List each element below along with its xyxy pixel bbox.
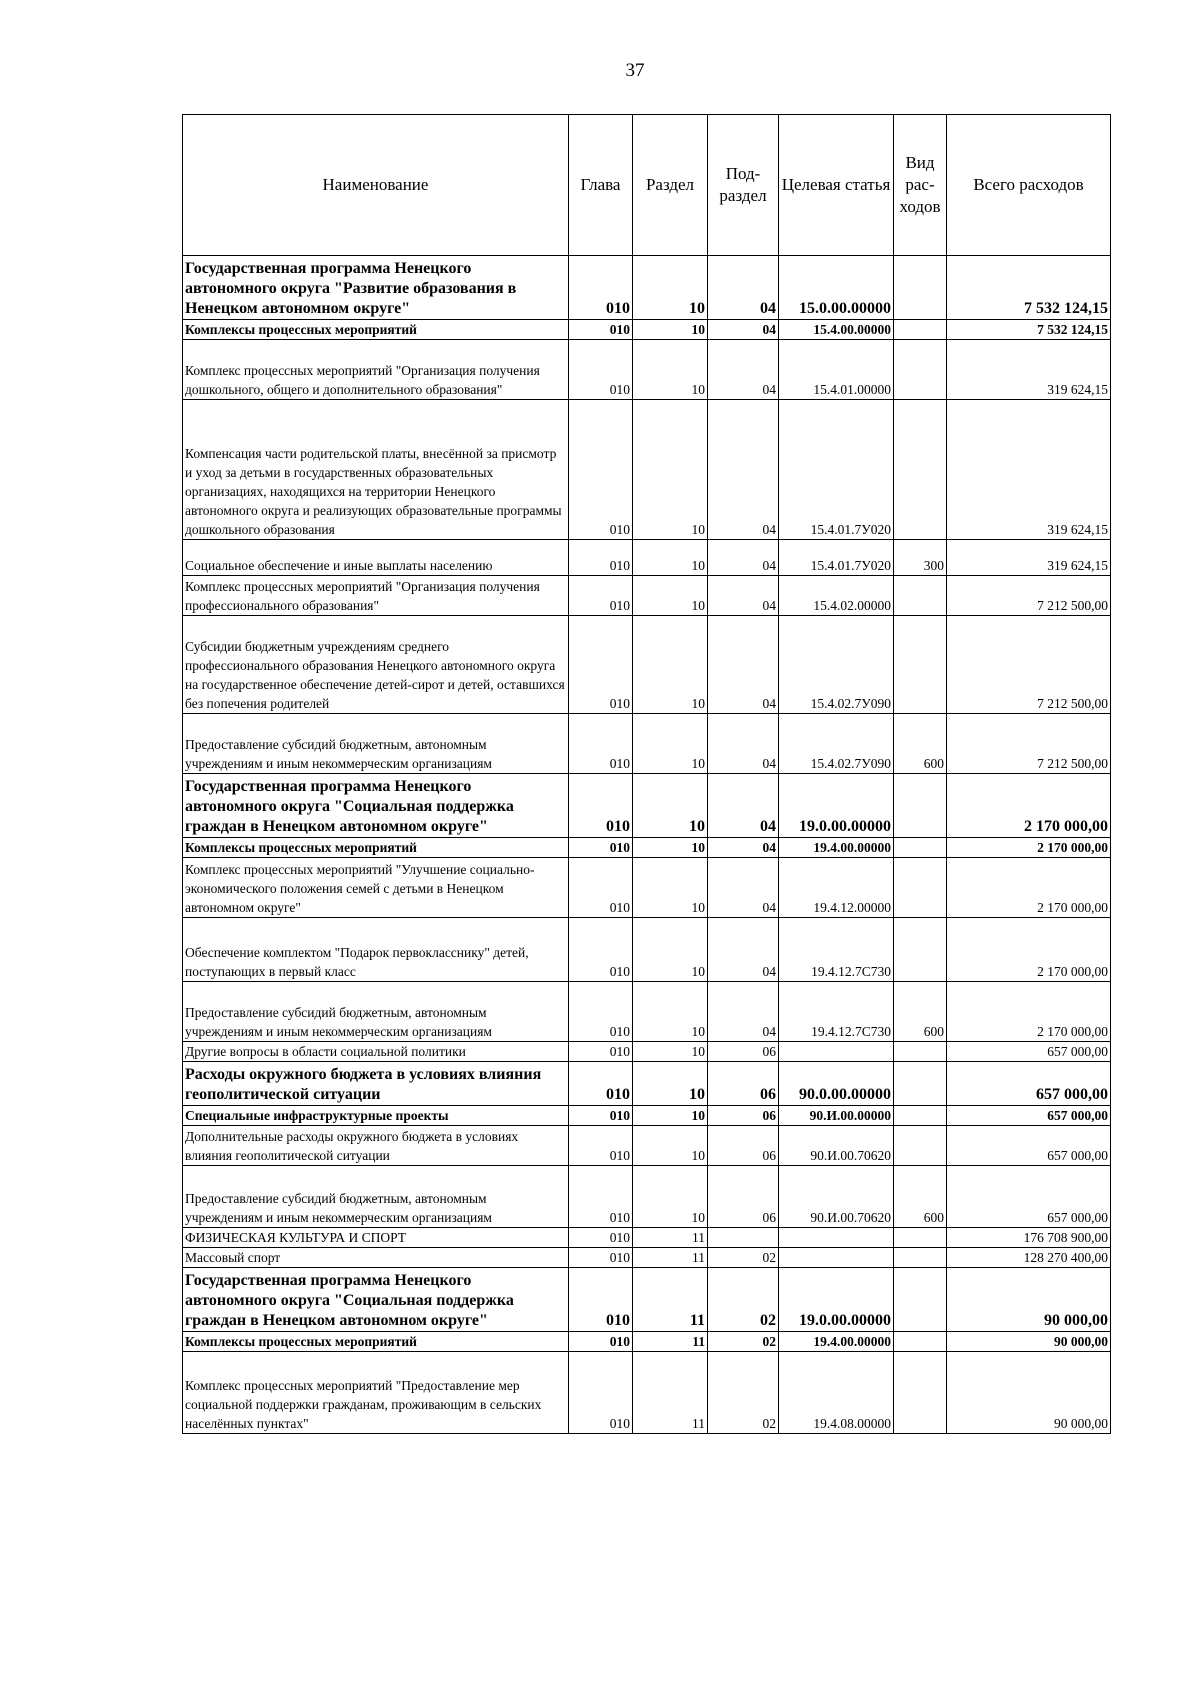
table-row — [183, 1166, 1111, 1228]
table-row — [183, 1126, 1111, 1166]
row-chapter: 010 — [569, 1062, 633, 1106]
row-article: 19.4.12.00000 — [779, 858, 894, 918]
row-section: 10 — [633, 714, 708, 774]
row-subsection: 04 — [708, 576, 779, 616]
row-subsection: 04 — [708, 982, 779, 1042]
row-subsection: 06 — [708, 1106, 779, 1126]
row-section: 10 — [633, 858, 708, 918]
row-expense-type — [894, 1126, 947, 1166]
table-row — [183, 838, 1111, 858]
row-subsection: 04 — [708, 774, 779, 838]
row-expense-type — [894, 918, 947, 982]
row-subsection: 04 — [708, 838, 779, 858]
row-chapter: 010 — [569, 774, 633, 838]
row-section: 11 — [633, 1332, 708, 1352]
row-expense-type: 600 — [894, 714, 947, 774]
row-name: Комплекс процессных мероприятий "Организация получения профессионального образования" — [183, 576, 569, 616]
row-subsection: 02 — [708, 1332, 779, 1352]
row-article: 19.4.12.7С730 — [779, 982, 894, 1042]
row-name: Массовый спорт — [183, 1248, 569, 1268]
row-article: 15.4.01.7У020 — [779, 540, 894, 576]
row-name: Расходы окружного бюджета в условиях влияния геополитической ситуации — [183, 1062, 569, 1106]
row-article: 15.4.01.00000 — [779, 340, 894, 400]
row-chapter: 010 — [569, 1268, 633, 1332]
row-expense-type: 300 — [894, 540, 947, 576]
row-section: 11 — [633, 1268, 708, 1332]
row-total: 7 212 500,00 — [947, 616, 1111, 714]
row-subsection: 06 — [708, 1042, 779, 1062]
header-expense-type: Вид рас-ходов — [894, 115, 947, 256]
row-section: 11 — [633, 1248, 708, 1268]
table-row — [183, 918, 1111, 982]
row-chapter: 010 — [569, 1352, 633, 1434]
row-expense-type — [894, 1106, 947, 1126]
row-subsection: 04 — [708, 320, 779, 340]
row-section: 11 — [633, 1228, 708, 1248]
row-section: 10 — [633, 320, 708, 340]
table-row — [183, 540, 1111, 576]
row-section: 10 — [633, 1042, 708, 1062]
row-total: 2 170 000,00 — [947, 918, 1111, 982]
row-article: 90.И.00.70620 — [779, 1166, 894, 1228]
row-chapter: 010 — [569, 1248, 633, 1268]
row-total: 657 000,00 — [947, 1166, 1111, 1228]
page-number: 37 — [625, 60, 645, 81]
row-article: 19.0.00.00000 — [779, 1268, 894, 1332]
row-section: 10 — [633, 1166, 708, 1228]
table-row — [183, 1042, 1111, 1062]
row-section: 10 — [633, 1106, 708, 1126]
row-chapter: 010 — [569, 714, 633, 774]
row-total: 176 708 900,00 — [947, 1228, 1111, 1248]
header-chapter: Глава — [569, 115, 633, 256]
row-total: 7 212 500,00 — [947, 714, 1111, 774]
row-chapter: 010 — [569, 982, 633, 1042]
table-row — [183, 1106, 1111, 1126]
row-expense-type — [894, 1268, 947, 1332]
table-row — [183, 1248, 1111, 1268]
row-name: Государственная программа Ненецкого автономного округа "Социальная поддержка граждан в Ненецком автономном округе" — [183, 1268, 569, 1332]
row-chapter: 010 — [569, 320, 633, 340]
row-subsection: 04 — [708, 256, 779, 320]
row-name: Государственная программа Ненецкого автономного округа "Социальная поддержка граждан в Ненецком автономном округе" — [183, 774, 569, 838]
row-chapter: 010 — [569, 858, 633, 918]
table-row — [183, 1062, 1111, 1106]
row-total: 2 170 000,00 — [947, 774, 1111, 838]
row-article: 19.4.00.00000 — [779, 838, 894, 858]
table-row — [183, 400, 1111, 540]
row-expense-type: 600 — [894, 982, 947, 1042]
row-subsection: 04 — [708, 858, 779, 918]
row-name: Комплекс процессных мероприятий "Организация получения дошкольного, общего и дополнительного образования" — [183, 340, 569, 400]
row-chapter: 010 — [569, 256, 633, 320]
row-name: Комплексы процессных мероприятий — [183, 320, 569, 340]
row-subsection: 06 — [708, 1062, 779, 1106]
row-article: 15.0.00.00000 — [779, 256, 894, 320]
row-subsection: 04 — [708, 616, 779, 714]
budget-body — [183, 256, 1111, 1434]
row-total: 657 000,00 — [947, 1106, 1111, 1126]
row-chapter: 010 — [569, 1166, 633, 1228]
row-subsection: 06 — [708, 1166, 779, 1228]
row-subsection: 04 — [708, 400, 779, 540]
row-total: 2 170 000,00 — [947, 838, 1111, 858]
row-article: 15.4.02.00000 — [779, 576, 894, 616]
table-row — [183, 576, 1111, 616]
row-expense-type — [894, 1228, 947, 1248]
row-section: 10 — [633, 576, 708, 616]
row-expense-type — [894, 340, 947, 400]
row-chapter: 010 — [569, 540, 633, 576]
row-section: 10 — [633, 256, 708, 320]
row-subsection: 06 — [708, 1126, 779, 1166]
row-article: 90.И.00.70620 — [779, 1126, 894, 1166]
row-expense-type — [894, 320, 947, 340]
header-row — [183, 115, 1111, 256]
row-name: Комплексы процессных мероприятий — [183, 1332, 569, 1352]
row-subsection: 04 — [708, 918, 779, 982]
row-name: Социальное обеспечение и иные выплаты населению — [183, 540, 569, 576]
row-total: 7 532 124,15 — [947, 256, 1111, 320]
row-name: Компенсация части родительской платы, внесённой за присмотр и уход за детьми в государственных образовательных организациях, находящихся на территории Ненецкого автономного округа и реализующих образовательные программы дошкольного образования — [183, 400, 569, 540]
row-chapter: 010 — [569, 1332, 633, 1352]
row-chapter: 010 — [569, 1106, 633, 1126]
row-total: 2 170 000,00 — [947, 858, 1111, 918]
table-row — [183, 256, 1111, 320]
row-section: 11 — [633, 1352, 708, 1434]
row-total: 657 000,00 — [947, 1126, 1111, 1166]
row-total: 90 000,00 — [947, 1332, 1111, 1352]
row-total: 319 624,15 — [947, 340, 1111, 400]
row-section: 10 — [633, 340, 708, 400]
row-name: Дополнительные расходы окружного бюджета в условиях влияния геополитической ситуации — [183, 1126, 569, 1166]
table-row — [183, 1352, 1111, 1434]
row-name: Комплекс процессных мероприятий "Улучшение социально-экономического положения семей с детьми в Ненецком автономном округе" — [183, 858, 569, 918]
row-section: 10 — [633, 1062, 708, 1106]
row-expense-type: 600 — [894, 1166, 947, 1228]
row-chapter: 010 — [569, 1228, 633, 1248]
table-row — [183, 858, 1111, 918]
row-section: 10 — [633, 982, 708, 1042]
row-article: 90.0.00.00000 — [779, 1062, 894, 1106]
table-row — [183, 982, 1111, 1042]
table-row — [183, 1268, 1111, 1332]
header-name: Наименование — [183, 115, 569, 256]
row-article: 15.4.01.7У020 — [779, 400, 894, 540]
row-subsection: 04 — [708, 340, 779, 400]
row-total: 90 000,00 — [947, 1268, 1111, 1332]
row-expense-type — [894, 1042, 947, 1062]
row-subsection: 02 — [708, 1352, 779, 1434]
row-total: 319 624,15 — [947, 400, 1111, 540]
header-subsection: Под-раздел — [708, 115, 779, 256]
row-expense-type — [894, 616, 947, 714]
row-total: 657 000,00 — [947, 1062, 1111, 1106]
row-expense-type — [894, 1062, 947, 1106]
row-chapter: 010 — [569, 616, 633, 714]
row-total: 319 624,15 — [947, 540, 1111, 576]
row-total: 7 532 124,15 — [947, 320, 1111, 340]
row-expense-type — [894, 1332, 947, 1352]
row-chapter: 010 — [569, 918, 633, 982]
row-subsection — [708, 1228, 779, 1248]
row-name: Предоставление субсидий бюджетным, автономным учреждениям и иным некоммерческим организациям — [183, 982, 569, 1042]
row-name: Специальные инфраструктурные проекты — [183, 1106, 569, 1126]
table-row — [183, 340, 1111, 400]
row-total: 7 212 500,00 — [947, 576, 1111, 616]
row-name: Обеспечение комплектом "Подарок первокласснику" детей, поступающих в первый класс — [183, 918, 569, 982]
row-total: 90 000,00 — [947, 1352, 1111, 1434]
row-name: Предоставление субсидий бюджетным, автономным учреждениям и иным некоммерческим организациям — [183, 1166, 569, 1228]
row-expense-type — [894, 400, 947, 540]
row-article: 19.4.08.00000 — [779, 1352, 894, 1434]
row-section: 10 — [633, 400, 708, 540]
row-expense-type — [894, 1352, 947, 1434]
header-total: Всего расходов — [947, 115, 1111, 256]
row-article: 90.И.00.00000 — [779, 1106, 894, 1126]
row-expense-type — [894, 256, 947, 320]
row-article: 15.4.02.7У090 — [779, 714, 894, 774]
row-expense-type — [894, 838, 947, 858]
row-name: Субсидии бюджетным учреждениям среднего профессионального образования Ненецкого автономного округа на государственное обеспечение детей-сирот и детей, оставшихся без попечения родителей — [183, 616, 569, 714]
row-total: 657 000,00 — [947, 1042, 1111, 1062]
row-expense-type — [894, 858, 947, 918]
row-subsection: 04 — [708, 540, 779, 576]
row-article: 15.4.02.7У090 — [779, 616, 894, 714]
table-row — [183, 774, 1111, 838]
row-name: ФИЗИЧЕСКАЯ КУЛЬТУРА И СПОРТ — [183, 1228, 569, 1248]
row-name: Комплекс процессных мероприятий "Предоставление мер социальной поддержки гражданам, проживающим в сельских населённых пунктах" — [183, 1352, 569, 1434]
table-row — [183, 1332, 1111, 1352]
row-article: 19.4.00.00000 — [779, 1332, 894, 1352]
row-section: 10 — [633, 616, 708, 714]
row-section: 10 — [633, 838, 708, 858]
row-article — [779, 1042, 894, 1062]
row-section: 10 — [633, 918, 708, 982]
row-article — [779, 1248, 894, 1268]
row-name: Другие вопросы в области социальной политики — [183, 1042, 569, 1062]
row-name: Предоставление субсидий бюджетным, автономным учреждениям и иным некоммерческим организациям — [183, 714, 569, 774]
row-name: Комплексы процессных мероприятий — [183, 838, 569, 858]
header-section: Раздел — [633, 115, 708, 256]
row-subsection: 02 — [708, 1248, 779, 1268]
budget-table — [182, 114, 1111, 1434]
table-row — [183, 1228, 1111, 1248]
row-name: Государственная программа Ненецкого автономного округа "Развитие образования в Ненецком автономном округе" — [183, 256, 569, 320]
row-chapter: 010 — [569, 340, 633, 400]
row-total: 128 270 400,00 — [947, 1248, 1111, 1268]
row-section: 10 — [633, 540, 708, 576]
row-chapter: 010 — [569, 400, 633, 540]
row-total: 2 170 000,00 — [947, 982, 1111, 1042]
row-article: 19.0.00.00000 — [779, 774, 894, 838]
row-chapter: 010 — [569, 838, 633, 858]
row-chapter: 010 — [569, 1042, 633, 1062]
row-expense-type — [894, 1248, 947, 1268]
row-chapter: 010 — [569, 1126, 633, 1166]
row-subsection: 04 — [708, 714, 779, 774]
row-article — [779, 1228, 894, 1248]
row-subsection: 02 — [708, 1268, 779, 1332]
header-article: Целевая статья — [779, 115, 894, 256]
row-expense-type — [894, 774, 947, 838]
row-article: 19.4.12.7С730 — [779, 918, 894, 982]
row-chapter: 010 — [569, 576, 633, 616]
row-section: 10 — [633, 774, 708, 838]
row-article: 15.4.00.00000 — [779, 320, 894, 340]
table-row — [183, 320, 1111, 340]
row-section: 10 — [633, 1126, 708, 1166]
row-expense-type — [894, 576, 947, 616]
table-row — [183, 714, 1111, 774]
table-row — [183, 616, 1111, 714]
